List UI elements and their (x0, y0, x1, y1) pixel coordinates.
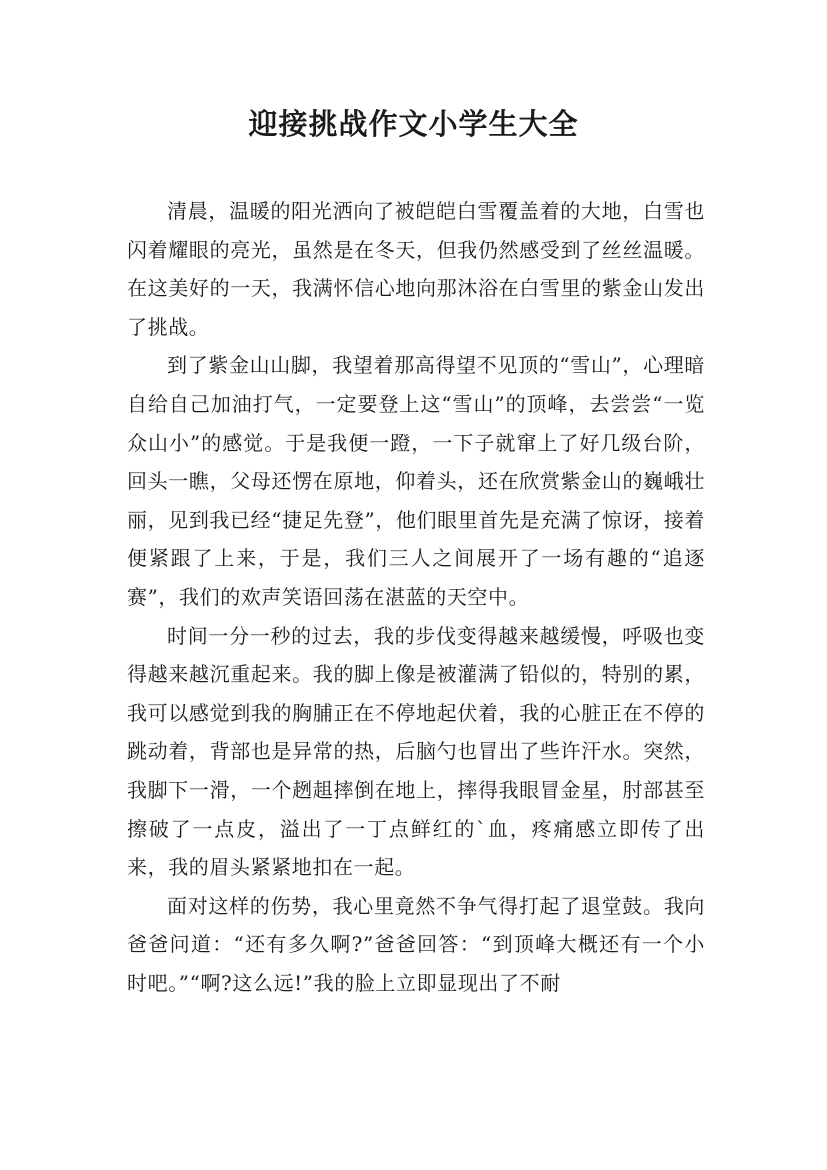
paragraph-2: 到了紫金山山脚，我望着那高得望不见顶的“雪山”，心理暗自给自己加油打气，一定要登上这“雪山”的顶峰，去尝尝“一览众山小”的感觉。于是我便一蹬，一下子就窜上了好几级台阶，回头一瞧，父母还愣在原地，仰着头，还在欣赏紫金山的巍峨壮丽，见到我已经“捷足先登”，他们眼里首先是充满了惊讶，接着便紧跟了上来，于是，我们三人之间展开了一场有趣的“追逐赛”，我们的欢声笑语回荡在湛蓝的天空中。 (127, 353, 705, 609)
document-body (127, 192, 705, 1002)
paragraph-4: 面对这样的伤势，我心里竟然不争气得打起了退堂鼓。我向爸爸问道：“还有多久啊?”爸爸回答：“到顶峰大概还有一个小时吧。”“啊?这么远!”我的脸上立即显现出了不耐 (127, 893, 705, 995)
paragraph-3: 时间一分一秒的过去，我的步伐变得越来越缓慢，呼吸也变得越来越沉重起来。我的脚上像是被灌满了铅似的，特别的累，我可以感觉到我的胸脯正在不停地起伏着，我的心脏正在不停的跳动着，背部也是异常的热，后脑勺也冒出了些许汗水。突然，我脚下一滑，一个趔趄摔倒在地上，摔得我眼冒金星，肘部甚至擦破了一点皮，溢出了一丁点鲜红的`血，疼痛感立即传了出来，我的眉头紧紧地扣在一起。 (127, 623, 705, 880)
paragraph-1: 清晨，温暖的阳光洒向了被皑皑白雪覆盖着的大地，白雪也闪着耀眼的亮光，虽然是在冬天，但我仍然感受到了丝丝温暖。在这美好的一天，我满怀信心地向那沐浴在白雪里的紫金山发出了挑战。 (127, 199, 705, 339)
document-title: 迎接挑战作文小学生大全 (248, 107, 579, 141)
